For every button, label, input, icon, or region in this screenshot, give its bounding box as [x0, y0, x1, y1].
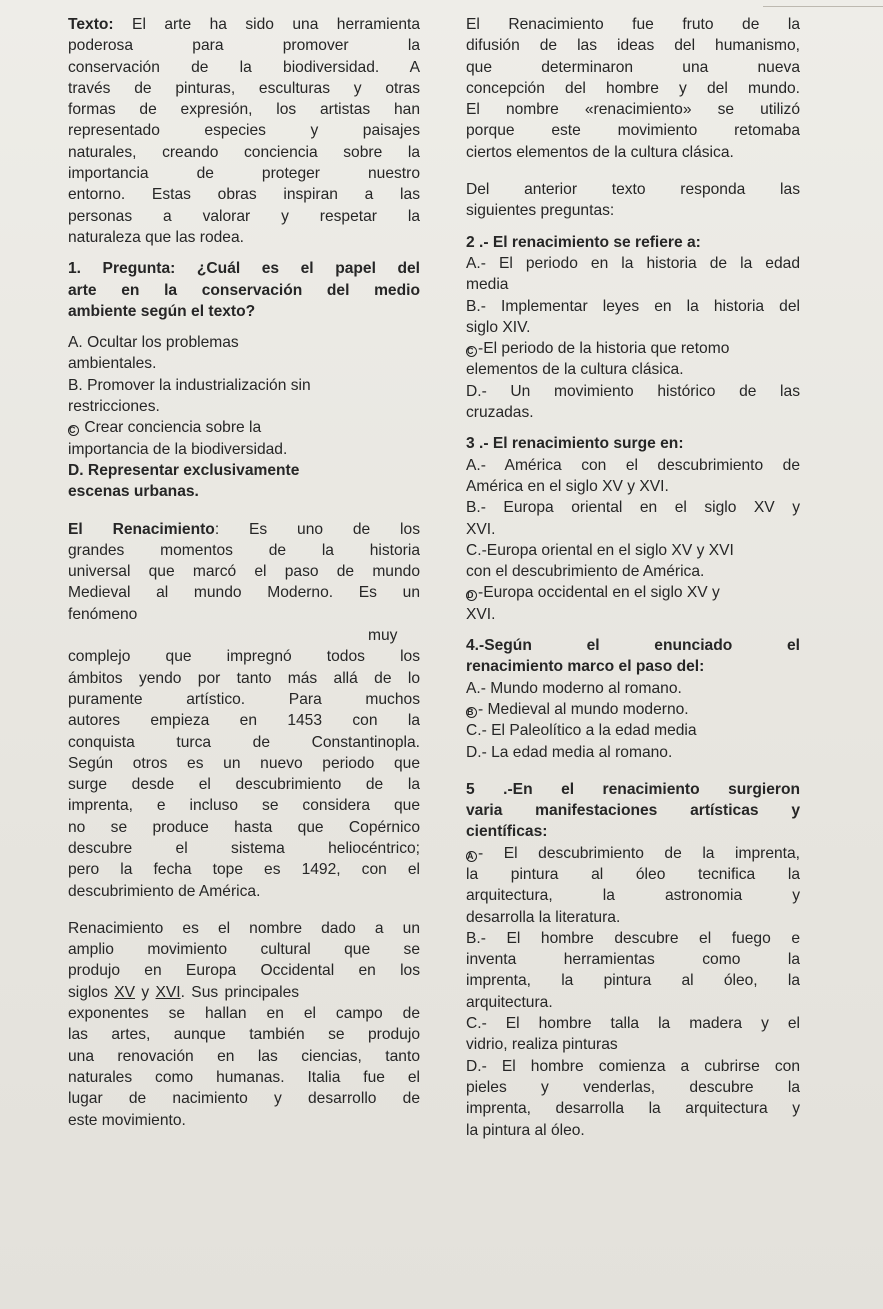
texto-line: importancia de proteger nuestro — [68, 165, 420, 183]
q5-option-d: la pintura al óleo. — [466, 1121, 585, 1139]
q5-option-a: arquitectura, la astronomia y — [466, 887, 800, 905]
q5-title: 5 .-En el renacimiento surgieron — [466, 780, 800, 798]
q3-option-c: C.-Europa oriental en el siglo XV y XVI — [466, 541, 734, 559]
q4-option-a: A.- Mundo moderno al romano. — [466, 679, 682, 697]
intro-line: El nombre «renacimiento» se utilizó — [466, 101, 800, 119]
q2-title: 2 .- El renacimiento se refiere a: — [466, 233, 701, 251]
renacimiento-line: pero la fecha tope es 1492, con el — [68, 861, 420, 879]
q3-option-a: A.- América con el descubrimiento de — [466, 456, 800, 474]
renacimiento-line: puramente artístico. Para muchos — [68, 690, 420, 708]
q1-option-c: importancia de la biodiversidad. — [68, 440, 288, 458]
q1-option-d: D. Representar exclusivamente — [68, 461, 300, 479]
renacimiento-line: descubre el sistema heliocéntrico; — [68, 839, 420, 857]
q4-option-d: D.- La edad media al romano. — [466, 743, 673, 761]
intro-line: ciertos elementos de la cultura clásica. — [466, 143, 734, 161]
q1-option-c: C Crear conciencia sobre la — [69, 419, 262, 437]
q2-option-c: C -El periodo de la historia que retomo — [467, 340, 730, 358]
q5-option-a: A - El descubrimiento de la imprenta, — [467, 844, 800, 862]
intro-line: difusión de las ideas del humanismo, — [466, 37, 800, 55]
q2-option-b: B.- Implementar leyes en la historia del — [466, 297, 800, 315]
renacimiento-line: grandes momentos de la historia — [68, 541, 420, 559]
renacimiento-line: no se produce hasta que Copérnico — [68, 818, 420, 836]
q5-option-d: imprenta, desarrolla la arquitectura y — [466, 1100, 800, 1118]
q4-title: renacimiento marco el paso del: — [466, 658, 705, 676]
q1-title-line: arte en la conservación del medio — [68, 281, 420, 299]
q3-title: 3 .- El renacimiento surge en: — [466, 435, 684, 453]
intro-line: porque este movimiento retomaba — [466, 122, 800, 140]
q1-option-b: restricciones. — [68, 398, 160, 416]
renacimiento2-line: una renovación en las ciencias, tanto — [68, 1047, 420, 1065]
renacimiento-line: fenómeno — [68, 605, 138, 623]
q3-option-d: XVI. — [466, 605, 496, 623]
texto-line: naturales, creando conciencia sobre la — [68, 143, 420, 161]
renacimiento2-line: amplio movimiento cultural que se — [68, 941, 420, 959]
renacimiento2-line: este movimiento. — [68, 1111, 186, 1129]
renacimiento2-line: exponentes se hallan en el campo de — [68, 1005, 420, 1023]
q5-option-b: B.- El hombre descubre el fuego e — [466, 929, 800, 947]
q3-option-b: XVI. — [466, 520, 496, 538]
q1-option-a: ambientales. — [68, 355, 157, 373]
texto-line: Texto: El arte ha sido una herramienta — [68, 16, 420, 33]
renacimiento2-line: las artes, aunque también se produjo — [68, 1026, 420, 1044]
renacimiento-line: autores empieza en 1453 con la — [68, 712, 420, 730]
q3-option-d: D -Europa occidental en el siglo XV y — [467, 584, 720, 602]
instructions-line: siguientes preguntas: — [466, 202, 615, 220]
q2-option-c: elementos de la cultura clásica. — [466, 361, 684, 379]
renacimiento-line: descubrimiento de América. — [68, 882, 261, 900]
texto-line: través de pinturas, esculturas y otras — [68, 79, 420, 97]
q5-option-d: D.- El hombre comienza a cubrirse con — [466, 1057, 800, 1075]
texto-line: personas a valorar y respetar la — [68, 207, 420, 225]
renacimiento2-line: Renacimiento es el nombre dado a un — [68, 919, 420, 937]
texto-line: formas de expresión, los artistas han — [68, 101, 420, 119]
texto-line: entorno. Estas obras inspiran a las — [68, 186, 420, 204]
q2-option-b: siglo XIV. — [466, 318, 531, 336]
instructions-line: Del anterior texto responda las — [466, 181, 800, 199]
q5-title: científicas: — [466, 823, 548, 841]
circled-answer-mark: C — [68, 425, 79, 436]
q3-option-b: B.- Europa oriental en el siglo XV y — [466, 499, 800, 517]
q5-option-b: imprenta, la pintura al óleo, la — [466, 972, 800, 990]
circled-answer-mark: D — [466, 590, 477, 601]
renacimiento2-line: lugar de nacimiento y desarrollo de — [68, 1090, 420, 1108]
circled-answer-mark: C — [466, 346, 477, 357]
q4-option-b: B - Medieval al mundo moderno. — [467, 700, 689, 718]
intro-line: concepción del hombre y del mundo. — [466, 79, 800, 97]
q5-title: varia manifestaciones artísticas y — [466, 802, 800, 820]
renacimiento-line: El Renacimiento: Es uno de los — [68, 520, 420, 538]
circled-answer-mark: A — [466, 851, 477, 862]
q1-option-b: B. Promover la industrialización sin — [68, 376, 311, 394]
q5-option-a: la pintura al óleo tecnifica la — [466, 865, 800, 883]
q5-option-b: arquitectura. — [466, 993, 553, 1011]
q2-option-a: media — [466, 276, 509, 294]
q5-option-a: desarrolla la literatura. — [466, 908, 621, 926]
intro-line: que determinaron una nueva — [466, 58, 800, 76]
renacimiento-line: complejo que impregnó todos los — [68, 648, 420, 666]
renacimiento-line: Medieval al mundo Moderno. Es un — [68, 584, 420, 602]
circled-answer-mark: B — [466, 707, 477, 718]
q1-title-line: ambiente según el texto? — [68, 302, 256, 320]
texto-line: representado especies y paisajes — [68, 122, 420, 140]
q2-option-d: cruzadas. — [466, 404, 534, 422]
renacimiento-line: imprenta, e incluso se considera que — [68, 797, 420, 815]
q2-option-d: D.- Un movimiento histórico de las — [466, 382, 800, 400]
q1-title-line: 1. Pregunta: ¿Cuál es el papel del — [68, 260, 420, 278]
q3-option-a: América en el siglo XV y XVI. — [466, 477, 669, 495]
renacimiento-line: surge desde el descubrimiento de la — [68, 776, 420, 794]
intro-line: El Renacimiento fue fruto de la — [466, 16, 800, 33]
q4-option-c: C.- El Paleolítico a la edad media — [466, 722, 697, 740]
q1-option-d: escenas urbanas. — [68, 483, 199, 501]
texto-line: naturaleza que las rodea. — [68, 228, 244, 246]
q5-option-d: pieles y venderlas, descubre la — [466, 1078, 800, 1096]
renacimiento2-line: naturales como humanas. Italia fue el — [68, 1068, 420, 1086]
q5-option-c: vidrio, realiza pinturas — [466, 1036, 618, 1054]
renacimiento-line: ámbitos yendo por tanto más allá de lo — [68, 669, 420, 687]
texto-line: conservación de la biodiversidad. A — [68, 58, 420, 76]
renacimiento-line: conquista turca de Constantinopla. — [68, 733, 420, 751]
renacimiento-line: muy — [368, 627, 398, 645]
right-column — [466, 14, 800, 1141]
renacimiento-line: universal que marcó el paso de mundo — [68, 563, 420, 581]
q5-option-b: inventa herramientas como la — [466, 951, 800, 969]
q1-option-a: A. Ocultar los problemas — [68, 334, 239, 352]
renacimiento2-line: produjo en Europa Occidental en los — [68, 962, 420, 980]
q3-option-c: con el descubrimiento de América. — [466, 563, 705, 581]
q5-option-c: C.- El hombre talla la madera y el — [466, 1015, 800, 1033]
texto-line: poderosa para promover la — [68, 37, 420, 55]
renacimiento2-line: siglos XV y XVI. Sus principales — [68, 983, 300, 1001]
renacimiento-line: Según otros es un nuevo periodo que — [68, 754, 420, 772]
left-column — [68, 14, 420, 1131]
q4-title: 4.-Según el enunciado el — [466, 637, 800, 655]
page-corner-rule — [763, 0, 883, 7]
q2-option-a: A.- El periodo en la historia de la edad — [466, 254, 800, 272]
